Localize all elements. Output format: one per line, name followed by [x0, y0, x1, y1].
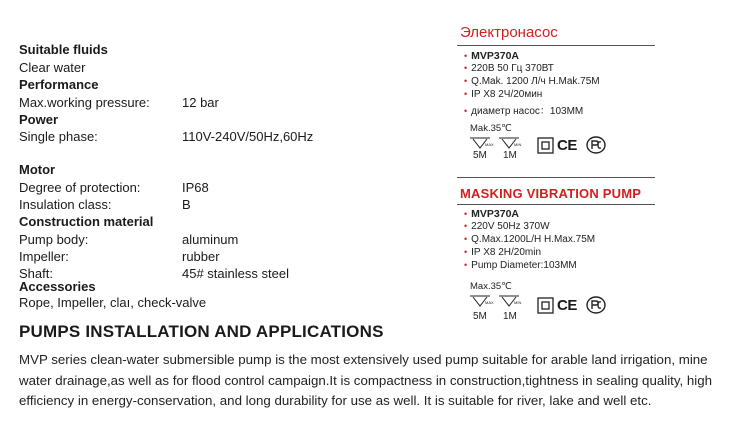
accessories-value: Rope, Impeller, claı, check-valve — [19, 295, 207, 310]
label-ru-line2-text: Q.Mak. 1200 Л/ч H.Mak.75M — [471, 76, 600, 87]
label-ru-model-text: MVP370A — [471, 50, 520, 62]
label-en-line1-text: 220V 50Hz 370W — [471, 221, 550, 232]
pressure-label: Max.working pressure: — [19, 95, 150, 110]
label-ru-temp: Mak.35℃ — [470, 123, 512, 134]
motor-heading: Motor — [19, 162, 56, 177]
icon-min-text: MIN — [514, 142, 522, 147]
ce-mark-icon: CE — [557, 297, 577, 314]
icon-max-text: MAX — [485, 142, 494, 147]
protection-value: IP68 — [182, 180, 209, 195]
water-depth-max-icon — [470, 294, 494, 308]
label-ru-line1-text: 220В 50 Гц 370ВТ — [471, 63, 554, 74]
label-ru-title: Электронасос — [460, 24, 558, 41]
phase-value: 110V-240V/50Hz,60Hz — [182, 129, 314, 144]
ce-mark-icon: CE — [557, 137, 577, 154]
label-ru-line4: • диаметр насос：103MM — [464, 106, 584, 117]
icon-min-text: MIN — [514, 300, 522, 305]
label-ru-model: • MVP370A — [464, 50, 520, 62]
label-ru-line3: • IP X8 2Ч/20мин — [464, 89, 543, 100]
label-en-line3-text: IP X8 2H/20min — [471, 247, 542, 258]
label-en-line4-text: Pump Diameter:103MM — [471, 260, 577, 271]
fluids-value: Clear water — [19, 60, 86, 75]
impeller-value: rubber — [182, 249, 220, 264]
fluids-heading: Suitable fluids — [19, 42, 108, 57]
label-en-line4: • Pump Diameter:103MM — [464, 260, 577, 271]
label-en-depth2: 1M — [503, 311, 517, 322]
water-depth-min-icon — [499, 294, 523, 308]
construction-heading: Construction material — [19, 214, 154, 229]
label-en-line1: • 220V 50Hz 370W — [464, 221, 550, 232]
power-heading: Power — [19, 112, 59, 127]
panel-separator — [457, 177, 655, 178]
label-en-line2: • Q.Max.1200L/H H.Max.75M — [464, 234, 596, 245]
water-depth-max-icon — [470, 136, 494, 150]
double-insulation-icon — [537, 137, 554, 154]
phase-label: Single phase: — [19, 129, 98, 144]
installation-title: PUMPS INSTALLATION AND APPLICATIONS — [19, 322, 384, 341]
impeller-label: Impeller: — [19, 249, 69, 264]
water-depth-min-icon — [499, 136, 523, 150]
label-ru-line1: • 220В 50 Гц 370ВТ — [464, 63, 554, 74]
label-ru-line2: • Q.Mak. 1200 Л/ч H.Mak.75M — [464, 76, 600, 87]
label-en-model-text: MVP370A — [471, 208, 520, 220]
label-ru-depth2: 1M — [503, 150, 517, 161]
label-ru-divider — [457, 45, 655, 46]
pct-mark-icon — [586, 296, 606, 314]
body-value: aluminum — [182, 232, 239, 247]
label-ru-line4-text: диаметр насос：103MM — [471, 106, 584, 117]
body-label: Pump body: — [19, 232, 89, 247]
icon-max-text: MAX — [485, 300, 494, 305]
label-ru-line3-text: IP X8 2Ч/20мин — [471, 89, 543, 100]
protection-label: Degree of protection: — [19, 180, 141, 195]
label-en-title: MASKING VIBRATION PUMP — [460, 186, 642, 201]
label-en-temp: Max.35℃ — [470, 281, 512, 292]
label-ru-depth1: 5M — [473, 150, 487, 161]
pressure-value: 12 bar — [182, 95, 219, 110]
shaft-value: 45# stainless steel — [182, 266, 289, 281]
shaft-label: Shaft: — [19, 266, 53, 281]
performance-heading: Performance — [19, 77, 99, 92]
pct-mark-icon — [586, 136, 606, 154]
label-en-divider — [457, 204, 655, 205]
label-en-depth1: 5M — [473, 311, 487, 322]
label-en-line2-text: Q.Max.1200L/H H.Max.75M — [471, 234, 596, 245]
insulation-label: Insulation class: — [19, 197, 112, 212]
accessories-heading: Accessories — [19, 279, 96, 294]
insulation-value: B — [182, 197, 191, 212]
double-insulation-icon — [537, 297, 554, 314]
installation-paragraph: MVP series clean-water submersible pump is the most extensively used pump suitable for arable land irrigation, mine water drainage,as well as for flood control campaign.It is compactness in construction,tightness in sealing quality, high efficiency in energy-conservation, and long durability for use as well. It is suitable for river, lake and well etc. — [19, 352, 713, 408]
label-en-model: • MVP370A — [464, 208, 520, 220]
label-en-line3: • IP X8 2H/20min — [464, 247, 542, 258]
